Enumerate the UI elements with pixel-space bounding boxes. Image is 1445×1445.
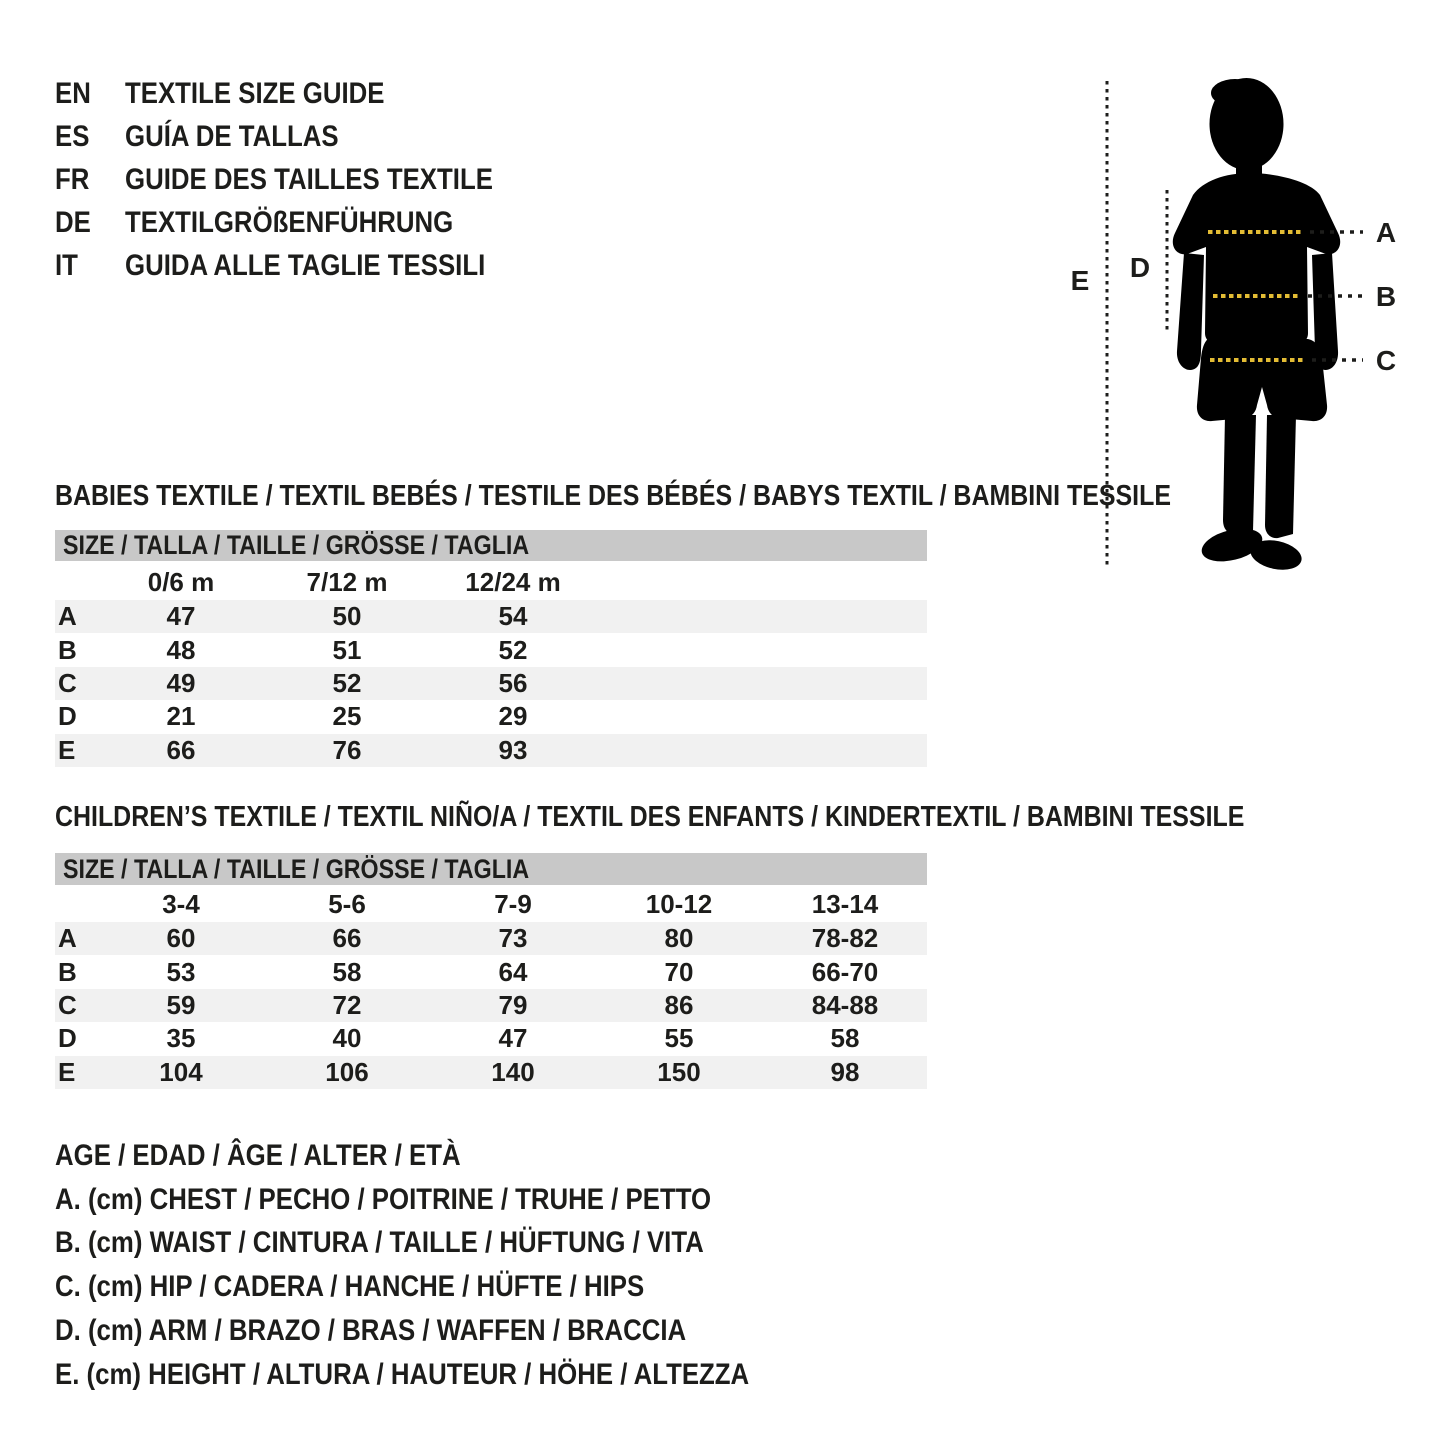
table-cell: 58 (332, 956, 362, 987)
table-cell: 49 (166, 667, 196, 698)
babies-col-header: 7/12 m (306, 566, 388, 597)
babies-table-row-b (55, 633, 927, 666)
lang-row-es (55, 115, 553, 158)
babies-col-header: 12/24 m (465, 566, 561, 597)
table-cell: 80 (664, 923, 694, 954)
row-label: C (58, 667, 77, 698)
table-cell: 56 (498, 667, 528, 698)
language-title-list (55, 72, 553, 287)
table-cell: 47 (166, 601, 196, 632)
table-cell: 84-88 (811, 989, 879, 1020)
table-cell: 60 (166, 923, 196, 954)
children-size-header-bar: SIZE / TALLA / TAILLE / GRÖSSE / TAGLIA (55, 853, 927, 885)
legend-line-height: E. (cm) HEIGHT / ALTURA / HAUTEUR / HÖHE / ALTEZZA (55, 1357, 750, 1391)
table-cell: 58 (830, 1023, 860, 1054)
measure-label-d: D (1129, 252, 1151, 283)
measure-label-c: C (1375, 345, 1397, 376)
table-cell: 47 (498, 1023, 528, 1054)
lang-code: FR (55, 163, 90, 196)
lang-row-en (55, 72, 553, 115)
babies-table-row-e (55, 734, 927, 767)
lang-title: GUÍA DE TALLAS (125, 120, 339, 153)
children-table-row-d (55, 1022, 927, 1055)
measure-label-a: A (1375, 217, 1397, 248)
table-cell: 70 (664, 956, 694, 987)
table-cell: 21 (166, 701, 196, 732)
table-cell: 73 (498, 923, 528, 954)
table-cell: 66 (166, 734, 196, 765)
legend-line-chest: A. (cm) CHEST / PECHO / POITRINE / TRUHE / PETTO (55, 1182, 712, 1216)
lang-title: GUIDE DES TAILLES TEXTILE (125, 163, 493, 196)
table-cell: 48 (166, 634, 196, 665)
table-cell: 55 (664, 1023, 694, 1054)
babies-size-header-bar: SIZE / TALLA / TAILLE / GRÖSSE / TAGLIA (55, 530, 927, 561)
children-section-title: CHILDREN’S TEXTILE / TEXTIL NIÑO/A / TEXTIL DES ENFANTS / KINDERTEXTIL / BAMBINI TESSILE (55, 801, 1245, 833)
legend-line-age: AGE / EDAD / ÂGE / ALTER / ETÀ (55, 1139, 461, 1172)
children-table-row-b (55, 955, 927, 988)
babies-table-row-a (55, 600, 927, 633)
babies-table-row-c (55, 667, 927, 700)
table-cell: 150 (657, 1056, 701, 1087)
table-cell: 29 (498, 701, 528, 732)
children-col-header: 7-9 (494, 888, 532, 919)
children-col-header: 13-14 (811, 888, 879, 919)
lang-title: TEXTILE SIZE GUIDE (125, 77, 385, 110)
legend-line-arm: D. (cm) ARM / BRAZO / BRAS / WAFFEN / BRACCIA (55, 1313, 687, 1347)
lang-code: DE (55, 206, 91, 239)
row-label: C (58, 989, 77, 1020)
table-cell: 79 (498, 989, 528, 1020)
lang-row-fr (55, 158, 553, 201)
legend-line-hip: C. (cm) HIP / CADERA / HANCHE / HÜFTE / HIPS (55, 1270, 645, 1304)
measure-label-b: B (1375, 281, 1397, 312)
table-cell: 51 (332, 634, 362, 665)
table-cell: 78-82 (811, 923, 879, 954)
table-cell: 66 (332, 923, 362, 954)
table-cell: 53 (166, 956, 196, 987)
lang-title: GUIDA ALLE TAGLIE TESSILI (125, 249, 486, 282)
row-label: E (58, 1056, 76, 1087)
table-cell: 59 (166, 989, 196, 1020)
row-label: A (58, 601, 77, 632)
children-table-row-e (55, 1056, 927, 1089)
children-col-header: 10-12 (645, 888, 713, 919)
children-table-row-a (55, 922, 927, 955)
row-label: E (58, 734, 76, 765)
table-cell: 72 (332, 989, 362, 1020)
table-cell: 64 (498, 956, 528, 987)
lang-row-de (55, 201, 553, 244)
measurement-legend (55, 1134, 862, 1396)
lang-code: EN (55, 77, 91, 110)
table-cell: 54 (498, 601, 528, 632)
table-cell: 86 (664, 989, 694, 1020)
measure-label-e: E (1070, 265, 1090, 296)
table-cell: 66-70 (811, 956, 879, 987)
legend-line-waist: B. (cm) WAIST / CINTURA / TAILLE / HÜFTUNG / VITA (55, 1226, 704, 1260)
children-column-header-row (55, 887, 927, 921)
row-label: A (58, 923, 77, 954)
table-cell: 93 (498, 734, 528, 765)
babies-table-row-d (55, 700, 927, 733)
table-cell: 106 (325, 1056, 369, 1087)
table-cell: 140 (491, 1056, 535, 1087)
children-col-header: 5-6 (328, 888, 366, 919)
row-label: B (58, 634, 77, 665)
babies-section-title: BABIES TEXTILE / TEXTIL BEBÉS / TESTILE DES BÉBÉS / BABYS TEXTIL / BAMBINI TESSILE (55, 480, 1171, 512)
table-cell: 35 (166, 1023, 196, 1054)
row-label: B (58, 956, 77, 987)
table-cell: 76 (332, 734, 362, 765)
row-label: D (58, 1023, 77, 1054)
children-table-row-c (55, 989, 927, 1022)
lang-code: ES (55, 120, 90, 153)
table-cell: 52 (332, 667, 362, 698)
children-col-header: 3-4 (162, 888, 200, 919)
table-cell: 25 (332, 701, 362, 732)
table-cell: 40 (332, 1023, 362, 1054)
lang-code: IT (55, 249, 78, 282)
babies-col-header: 0/6 m (147, 566, 215, 597)
lang-title: TEXTILGRÖßENFÜHRUNG (125, 206, 454, 239)
table-cell: 52 (498, 634, 528, 665)
row-label: D (58, 701, 77, 732)
table-cell: 98 (830, 1056, 860, 1087)
lang-row-it (55, 244, 553, 287)
table-cell: 50 (332, 601, 362, 632)
babies-column-header-row (55, 565, 927, 599)
table-cell: 104 (159, 1056, 203, 1087)
